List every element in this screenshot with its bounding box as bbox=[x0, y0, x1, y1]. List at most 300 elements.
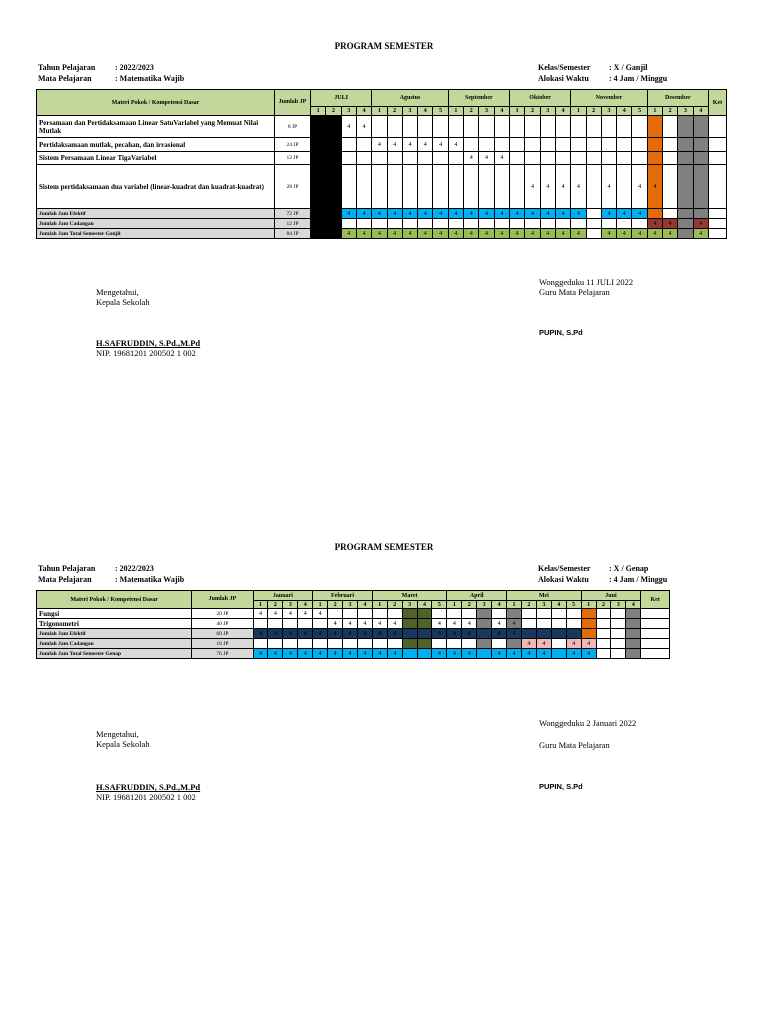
week-cell bbox=[678, 209, 693, 219]
week-number: 1 bbox=[447, 601, 462, 609]
week-cell: 4 bbox=[328, 629, 343, 639]
week-cell bbox=[555, 138, 570, 152]
week-cell bbox=[586, 209, 601, 219]
week-number: 2 bbox=[663, 107, 678, 116]
week-cell bbox=[417, 639, 432, 649]
week-number: 1 bbox=[510, 107, 525, 116]
header-month: Februari bbox=[313, 591, 373, 601]
week-cell bbox=[647, 209, 662, 219]
meta-label: Alokasi Waktu bbox=[538, 74, 589, 83]
week-cell bbox=[510, 138, 525, 152]
jp-cell: 28 JP bbox=[275, 165, 311, 209]
week-cell: 4 bbox=[693, 229, 708, 239]
week-cell: 4 bbox=[566, 639, 581, 649]
week-cell bbox=[326, 209, 341, 219]
week-cell bbox=[555, 219, 570, 229]
meta-value: : Matematika Wajib bbox=[115, 74, 185, 83]
week-number: 4 bbox=[617, 107, 632, 116]
jp-cell: 24 JP bbox=[275, 138, 311, 152]
week-cell bbox=[581, 629, 596, 639]
sig-line: Guru Mata Pelajaran bbox=[539, 287, 610, 297]
week-cell: 4 bbox=[402, 229, 417, 239]
week-cell bbox=[402, 639, 417, 649]
table-row bbox=[37, 116, 727, 138]
week-number: 3 bbox=[477, 601, 492, 609]
week-cell: 4 bbox=[283, 629, 298, 639]
jp-cell: 76 JP bbox=[192, 649, 253, 659]
week-cell bbox=[540, 116, 555, 138]
sig-line: Mengetahui, bbox=[96, 729, 139, 739]
week-cell: 4 bbox=[540, 209, 555, 219]
jp-cell: 84 JP bbox=[275, 229, 311, 239]
week-cell bbox=[477, 649, 492, 659]
week-number: 5 bbox=[632, 107, 647, 116]
header-month: April bbox=[447, 591, 507, 601]
header-month: Desember bbox=[647, 90, 708, 107]
week-number: 4 bbox=[494, 107, 509, 116]
week-cell: 4 bbox=[447, 649, 462, 659]
headmaster-name-genap: H.SAFRUDDIN, S.Pd.,M.Pd bbox=[96, 782, 201, 792]
meta-label: Kelas/Semester bbox=[538, 63, 591, 72]
week-number: 4 bbox=[551, 601, 566, 609]
week-cell bbox=[678, 116, 693, 138]
week-cell bbox=[298, 639, 313, 649]
week-cell bbox=[311, 116, 326, 138]
week-cell: 4 bbox=[617, 209, 632, 219]
week-cell bbox=[586, 116, 601, 138]
week-cell bbox=[663, 165, 678, 209]
week-cell bbox=[402, 609, 417, 619]
week-cell bbox=[418, 152, 433, 165]
week-cell bbox=[693, 138, 708, 152]
week-cell: 4 bbox=[356, 229, 371, 239]
week-cell: 4 bbox=[387, 229, 402, 239]
week-cell: 4 bbox=[283, 609, 298, 619]
jp-cell: 12 JP bbox=[275, 152, 311, 165]
week-cell: 4 bbox=[268, 609, 283, 619]
week-cell bbox=[432, 609, 447, 619]
week-cell bbox=[311, 165, 326, 209]
week-cell: 4 bbox=[402, 209, 417, 219]
week-cell bbox=[571, 152, 586, 165]
week-number: 1 bbox=[372, 107, 387, 116]
week-cell bbox=[448, 116, 463, 138]
week-cell bbox=[464, 165, 479, 209]
week-cell: 4 bbox=[253, 649, 268, 659]
week-cell: 4 bbox=[447, 629, 462, 639]
week-cell: 4 bbox=[507, 619, 522, 629]
header-ket: Ket bbox=[708, 90, 726, 116]
week-cell bbox=[617, 219, 632, 229]
week-cell: 4 bbox=[433, 209, 448, 219]
week-cell: 4 bbox=[343, 629, 358, 639]
week-cell bbox=[678, 219, 693, 229]
week-cell bbox=[477, 619, 492, 629]
week-cell: 4 bbox=[387, 209, 402, 219]
week-cell: 4 bbox=[253, 629, 268, 639]
week-cell bbox=[326, 138, 341, 152]
week-cell bbox=[551, 649, 566, 659]
ket-cell bbox=[708, 229, 726, 239]
week-cell bbox=[417, 619, 432, 629]
week-cell bbox=[387, 152, 402, 165]
week-cell: 4 bbox=[632, 209, 647, 219]
week-cell bbox=[357, 639, 372, 649]
header-month: JULI bbox=[311, 90, 372, 107]
teacher-name-genap: PUPIN, S.Pd bbox=[539, 782, 583, 791]
week-cell bbox=[581, 619, 596, 629]
week-cell bbox=[551, 639, 566, 649]
week-number: 1 bbox=[647, 107, 662, 116]
week-cell: 4 bbox=[328, 649, 343, 659]
week-cell: 4 bbox=[462, 619, 477, 629]
headmaster-nip-genap: NIP. 19681201 200502 1 002 bbox=[96, 792, 196, 802]
week-cell bbox=[372, 609, 387, 619]
week-cell bbox=[328, 639, 343, 649]
week-cell bbox=[596, 649, 611, 659]
week-cell: 4 bbox=[357, 629, 372, 639]
meta-value: : 4 Jam / Minggu bbox=[609, 74, 668, 83]
meta-value: : 2022/2023 bbox=[115, 63, 154, 72]
week-cell bbox=[586, 138, 601, 152]
materi-cell: Sistem Persamaan Linear TigaVariabel bbox=[37, 152, 275, 165]
week-cell: 4 bbox=[341, 116, 356, 138]
week-cell bbox=[387, 219, 402, 229]
week-cell bbox=[341, 138, 356, 152]
week-cell bbox=[433, 165, 448, 209]
week-cell bbox=[253, 619, 268, 629]
week-cell: 4 bbox=[283, 649, 298, 659]
week-cell bbox=[283, 619, 298, 629]
week-cell: 4 bbox=[540, 229, 555, 239]
week-number: 4 bbox=[693, 107, 708, 116]
week-cell bbox=[521, 609, 536, 619]
week-cell bbox=[372, 639, 387, 649]
week-cell: 4 bbox=[387, 619, 402, 629]
week-number: 3 bbox=[402, 601, 417, 609]
week-cell: 4 bbox=[492, 629, 507, 639]
week-cell: 4 bbox=[581, 649, 596, 659]
sig-line: Wonggeduku 11 JULI 2022 bbox=[539, 277, 634, 287]
week-cell: 4 bbox=[494, 152, 509, 165]
week-cell bbox=[632, 116, 647, 138]
meta-label: Mata Pelajaran bbox=[38, 575, 92, 584]
week-cell: 4 bbox=[601, 209, 616, 219]
week-cell: 4 bbox=[521, 639, 536, 649]
week-cell bbox=[402, 165, 417, 209]
week-cell: 4 bbox=[432, 629, 447, 639]
week-cell: 4 bbox=[268, 649, 283, 659]
week-cell bbox=[417, 609, 432, 619]
week-cell: 4 bbox=[402, 138, 417, 152]
week-cell: 4 bbox=[432, 619, 447, 629]
week-cell bbox=[492, 639, 507, 649]
week-cell bbox=[586, 229, 601, 239]
week-cell bbox=[402, 629, 417, 639]
week-number: 1 bbox=[507, 601, 522, 609]
meta-value: : 4 Jam / Minggu bbox=[609, 575, 668, 584]
ket-cell bbox=[708, 138, 726, 152]
week-cell bbox=[313, 619, 328, 629]
table-row bbox=[37, 219, 727, 229]
week-cell bbox=[540, 219, 555, 229]
week-cell: 4 bbox=[448, 138, 463, 152]
week-cell bbox=[326, 152, 341, 165]
week-cell: 4 bbox=[433, 138, 448, 152]
week-cell bbox=[372, 116, 387, 138]
week-cell: 4 bbox=[510, 229, 525, 239]
week-cell bbox=[617, 152, 632, 165]
week-cell bbox=[571, 219, 586, 229]
week-cell bbox=[494, 138, 509, 152]
week-cell: 4 bbox=[298, 629, 313, 639]
week-number: 2 bbox=[464, 107, 479, 116]
week-cell bbox=[447, 609, 462, 619]
week-cell: 4 bbox=[479, 209, 494, 219]
week-cell: 4 bbox=[418, 138, 433, 152]
week-cell bbox=[477, 629, 492, 639]
week-number: 2 bbox=[525, 107, 540, 116]
week-cell bbox=[611, 649, 626, 659]
week-cell bbox=[433, 152, 448, 165]
week-cell: 4 bbox=[601, 229, 616, 239]
week-cell: 4 bbox=[253, 609, 268, 619]
week-cell: 4 bbox=[663, 229, 678, 239]
week-number: 1 bbox=[311, 107, 326, 116]
week-cell bbox=[551, 629, 566, 639]
week-cell: 4 bbox=[298, 609, 313, 619]
week-cell bbox=[663, 152, 678, 165]
week-cell: 4 bbox=[525, 165, 540, 209]
week-cell bbox=[356, 138, 371, 152]
page-title-genap: PROGRAM SEMESTER bbox=[334, 542, 434, 552]
week-cell bbox=[551, 609, 566, 619]
week-cell: 4 bbox=[268, 629, 283, 639]
sig-left-text-ganjil bbox=[96, 287, 150, 307]
ket-cell bbox=[641, 639, 670, 649]
week-cell bbox=[402, 152, 417, 165]
week-cell bbox=[417, 649, 432, 659]
meta-value: : X / Ganjil bbox=[609, 63, 648, 72]
week-cell bbox=[326, 165, 341, 209]
ket-cell bbox=[641, 629, 670, 639]
week-cell: 4 bbox=[571, 165, 586, 209]
week-cell: 4 bbox=[647, 219, 662, 229]
week-cell bbox=[479, 165, 494, 209]
week-cell bbox=[402, 219, 417, 229]
jp-cell: 12 JP bbox=[275, 219, 311, 229]
materi-cell: Sistem pertidaksamaan dua variabel (linear-kuadrat dan kuadrat-kuadrat) bbox=[37, 165, 275, 209]
week-cell bbox=[566, 619, 581, 629]
jp-cell: 60 JP bbox=[192, 629, 253, 639]
table-row bbox=[37, 609, 670, 619]
week-number: 4 bbox=[298, 601, 313, 609]
materi-cell: Jumlah Jam Total Semester Genap bbox=[37, 649, 192, 659]
week-number: 1 bbox=[448, 107, 463, 116]
week-cell bbox=[566, 609, 581, 619]
week-cell: 4 bbox=[387, 649, 402, 659]
week-cell: 4 bbox=[510, 209, 525, 219]
week-cell bbox=[525, 219, 540, 229]
sig-left-text-genap bbox=[96, 729, 150, 749]
week-cell bbox=[479, 116, 494, 138]
week-cell bbox=[601, 138, 616, 152]
meta-left-genap bbox=[36, 562, 186, 586]
week-cell bbox=[387, 116, 402, 138]
materi-cell: Jumlah Jam Efektif bbox=[37, 209, 275, 219]
ket-cell bbox=[641, 609, 670, 619]
ket-cell bbox=[641, 649, 670, 659]
week-cell bbox=[326, 229, 341, 239]
week-number: 4 bbox=[626, 601, 641, 609]
page-title-ganjil: PROGRAM SEMESTER bbox=[334, 41, 434, 51]
week-number: 3 bbox=[479, 107, 494, 116]
week-cell: 4 bbox=[372, 649, 387, 659]
week-cell bbox=[313, 639, 328, 649]
table-row bbox=[37, 229, 727, 239]
materi-cell: Pertidaksamaan mutlak, pecahan, dan irrasional bbox=[37, 138, 275, 152]
week-cell: 4 bbox=[507, 629, 522, 639]
week-cell bbox=[586, 219, 601, 229]
week-cell bbox=[632, 152, 647, 165]
week-cell bbox=[632, 138, 647, 152]
week-cell: 4 bbox=[632, 165, 647, 209]
week-cell: 4 bbox=[356, 209, 371, 219]
week-cell bbox=[678, 152, 693, 165]
week-cell: 4 bbox=[357, 619, 372, 629]
week-cell bbox=[596, 609, 611, 619]
week-cell: 4 bbox=[448, 209, 463, 219]
materi-cell: Fungsi bbox=[37, 609, 192, 619]
week-cell: 4 bbox=[555, 165, 570, 209]
week-cell bbox=[611, 609, 626, 619]
week-cell bbox=[253, 639, 268, 649]
week-number: 3 bbox=[536, 601, 551, 609]
week-cell bbox=[678, 165, 693, 209]
meta-right-genap bbox=[536, 562, 669, 586]
week-cell bbox=[464, 219, 479, 229]
week-number: 2 bbox=[387, 107, 402, 116]
week-cell bbox=[525, 138, 540, 152]
header-jumlah-jp: Jumlah JP bbox=[275, 90, 311, 116]
week-cell bbox=[283, 639, 298, 649]
week-cell: 4 bbox=[571, 229, 586, 239]
meta-label: Mata Pelajaran bbox=[38, 74, 92, 83]
meta-label: Tahun Pelajaran bbox=[38, 564, 96, 573]
week-cell bbox=[540, 138, 555, 152]
header-month: Agustus bbox=[372, 90, 449, 107]
week-cell bbox=[617, 116, 632, 138]
week-cell bbox=[536, 609, 551, 619]
week-cell bbox=[693, 165, 708, 209]
week-cell: 4 bbox=[647, 165, 662, 209]
week-cell bbox=[586, 152, 601, 165]
week-cell bbox=[433, 116, 448, 138]
week-cell bbox=[372, 219, 387, 229]
headmaster-nip-ganjil: NIP. 19681201 200502 1 002 bbox=[96, 348, 196, 358]
week-cell bbox=[494, 116, 509, 138]
table-row bbox=[37, 138, 727, 152]
week-number: 3 bbox=[611, 601, 626, 609]
meta-left-ganjil bbox=[36, 61, 186, 85]
week-cell bbox=[268, 639, 283, 649]
meta-value: : X / Genap bbox=[609, 564, 649, 573]
week-cell bbox=[447, 639, 462, 649]
week-cell bbox=[611, 629, 626, 639]
week-number: 1 bbox=[372, 601, 387, 609]
week-cell bbox=[596, 619, 611, 629]
week-cell bbox=[464, 138, 479, 152]
sig-line: Mengetahui, bbox=[96, 287, 139, 297]
week-cell: 4 bbox=[372, 138, 387, 152]
week-cell: 4 bbox=[464, 152, 479, 165]
week-number: 3 bbox=[341, 107, 356, 116]
week-cell bbox=[464, 116, 479, 138]
week-cell bbox=[521, 619, 536, 629]
week-cell bbox=[566, 629, 581, 639]
week-cell: 4 bbox=[372, 229, 387, 239]
week-cell bbox=[343, 639, 358, 649]
meta-label: Tahun Pelajaran bbox=[38, 63, 96, 72]
week-cell: 4 bbox=[343, 649, 358, 659]
header-ket: Ket bbox=[641, 591, 670, 609]
week-cell: 4 bbox=[341, 229, 356, 239]
week-cell bbox=[601, 116, 616, 138]
week-number: 2 bbox=[326, 107, 341, 116]
week-number: 2 bbox=[268, 601, 283, 609]
week-cell bbox=[540, 152, 555, 165]
week-number: 3 bbox=[601, 107, 616, 116]
week-cell bbox=[387, 165, 402, 209]
week-cell: 4 bbox=[372, 619, 387, 629]
week-number: 5 bbox=[432, 601, 447, 609]
table-row bbox=[37, 639, 670, 649]
week-cell: 4 bbox=[492, 649, 507, 659]
week-number: 3 bbox=[402, 107, 417, 116]
table-row bbox=[37, 649, 670, 659]
ket-cell bbox=[641, 619, 670, 629]
week-number: 1 bbox=[313, 601, 328, 609]
week-cell bbox=[626, 629, 641, 639]
meta-label: Kelas/Semester bbox=[538, 564, 591, 573]
week-cell bbox=[311, 138, 326, 152]
schedule-table-genap bbox=[36, 590, 670, 659]
week-number: 3 bbox=[540, 107, 555, 116]
week-cell bbox=[356, 152, 371, 165]
week-cell bbox=[663, 116, 678, 138]
week-cell: 4 bbox=[581, 639, 596, 649]
meta-label: Alokasi Waktu bbox=[538, 575, 589, 584]
week-cell bbox=[357, 609, 372, 619]
week-cell bbox=[647, 138, 662, 152]
week-number: 3 bbox=[343, 601, 358, 609]
table-row bbox=[37, 619, 670, 629]
week-cell bbox=[311, 209, 326, 219]
week-cell: 4 bbox=[479, 229, 494, 239]
week-number: 2 bbox=[462, 601, 477, 609]
week-cell bbox=[326, 116, 341, 138]
week-cell bbox=[418, 116, 433, 138]
week-cell bbox=[581, 609, 596, 619]
week-cell: 4 bbox=[313, 629, 328, 639]
materi-cell: Jumlah Jam Efektif bbox=[37, 629, 192, 639]
week-cell: 4 bbox=[313, 649, 328, 659]
week-cell: 4 bbox=[328, 619, 343, 629]
week-cell bbox=[479, 219, 494, 229]
week-number: 4 bbox=[417, 601, 432, 609]
week-number: 2 bbox=[387, 601, 402, 609]
week-number: 2 bbox=[521, 601, 536, 609]
